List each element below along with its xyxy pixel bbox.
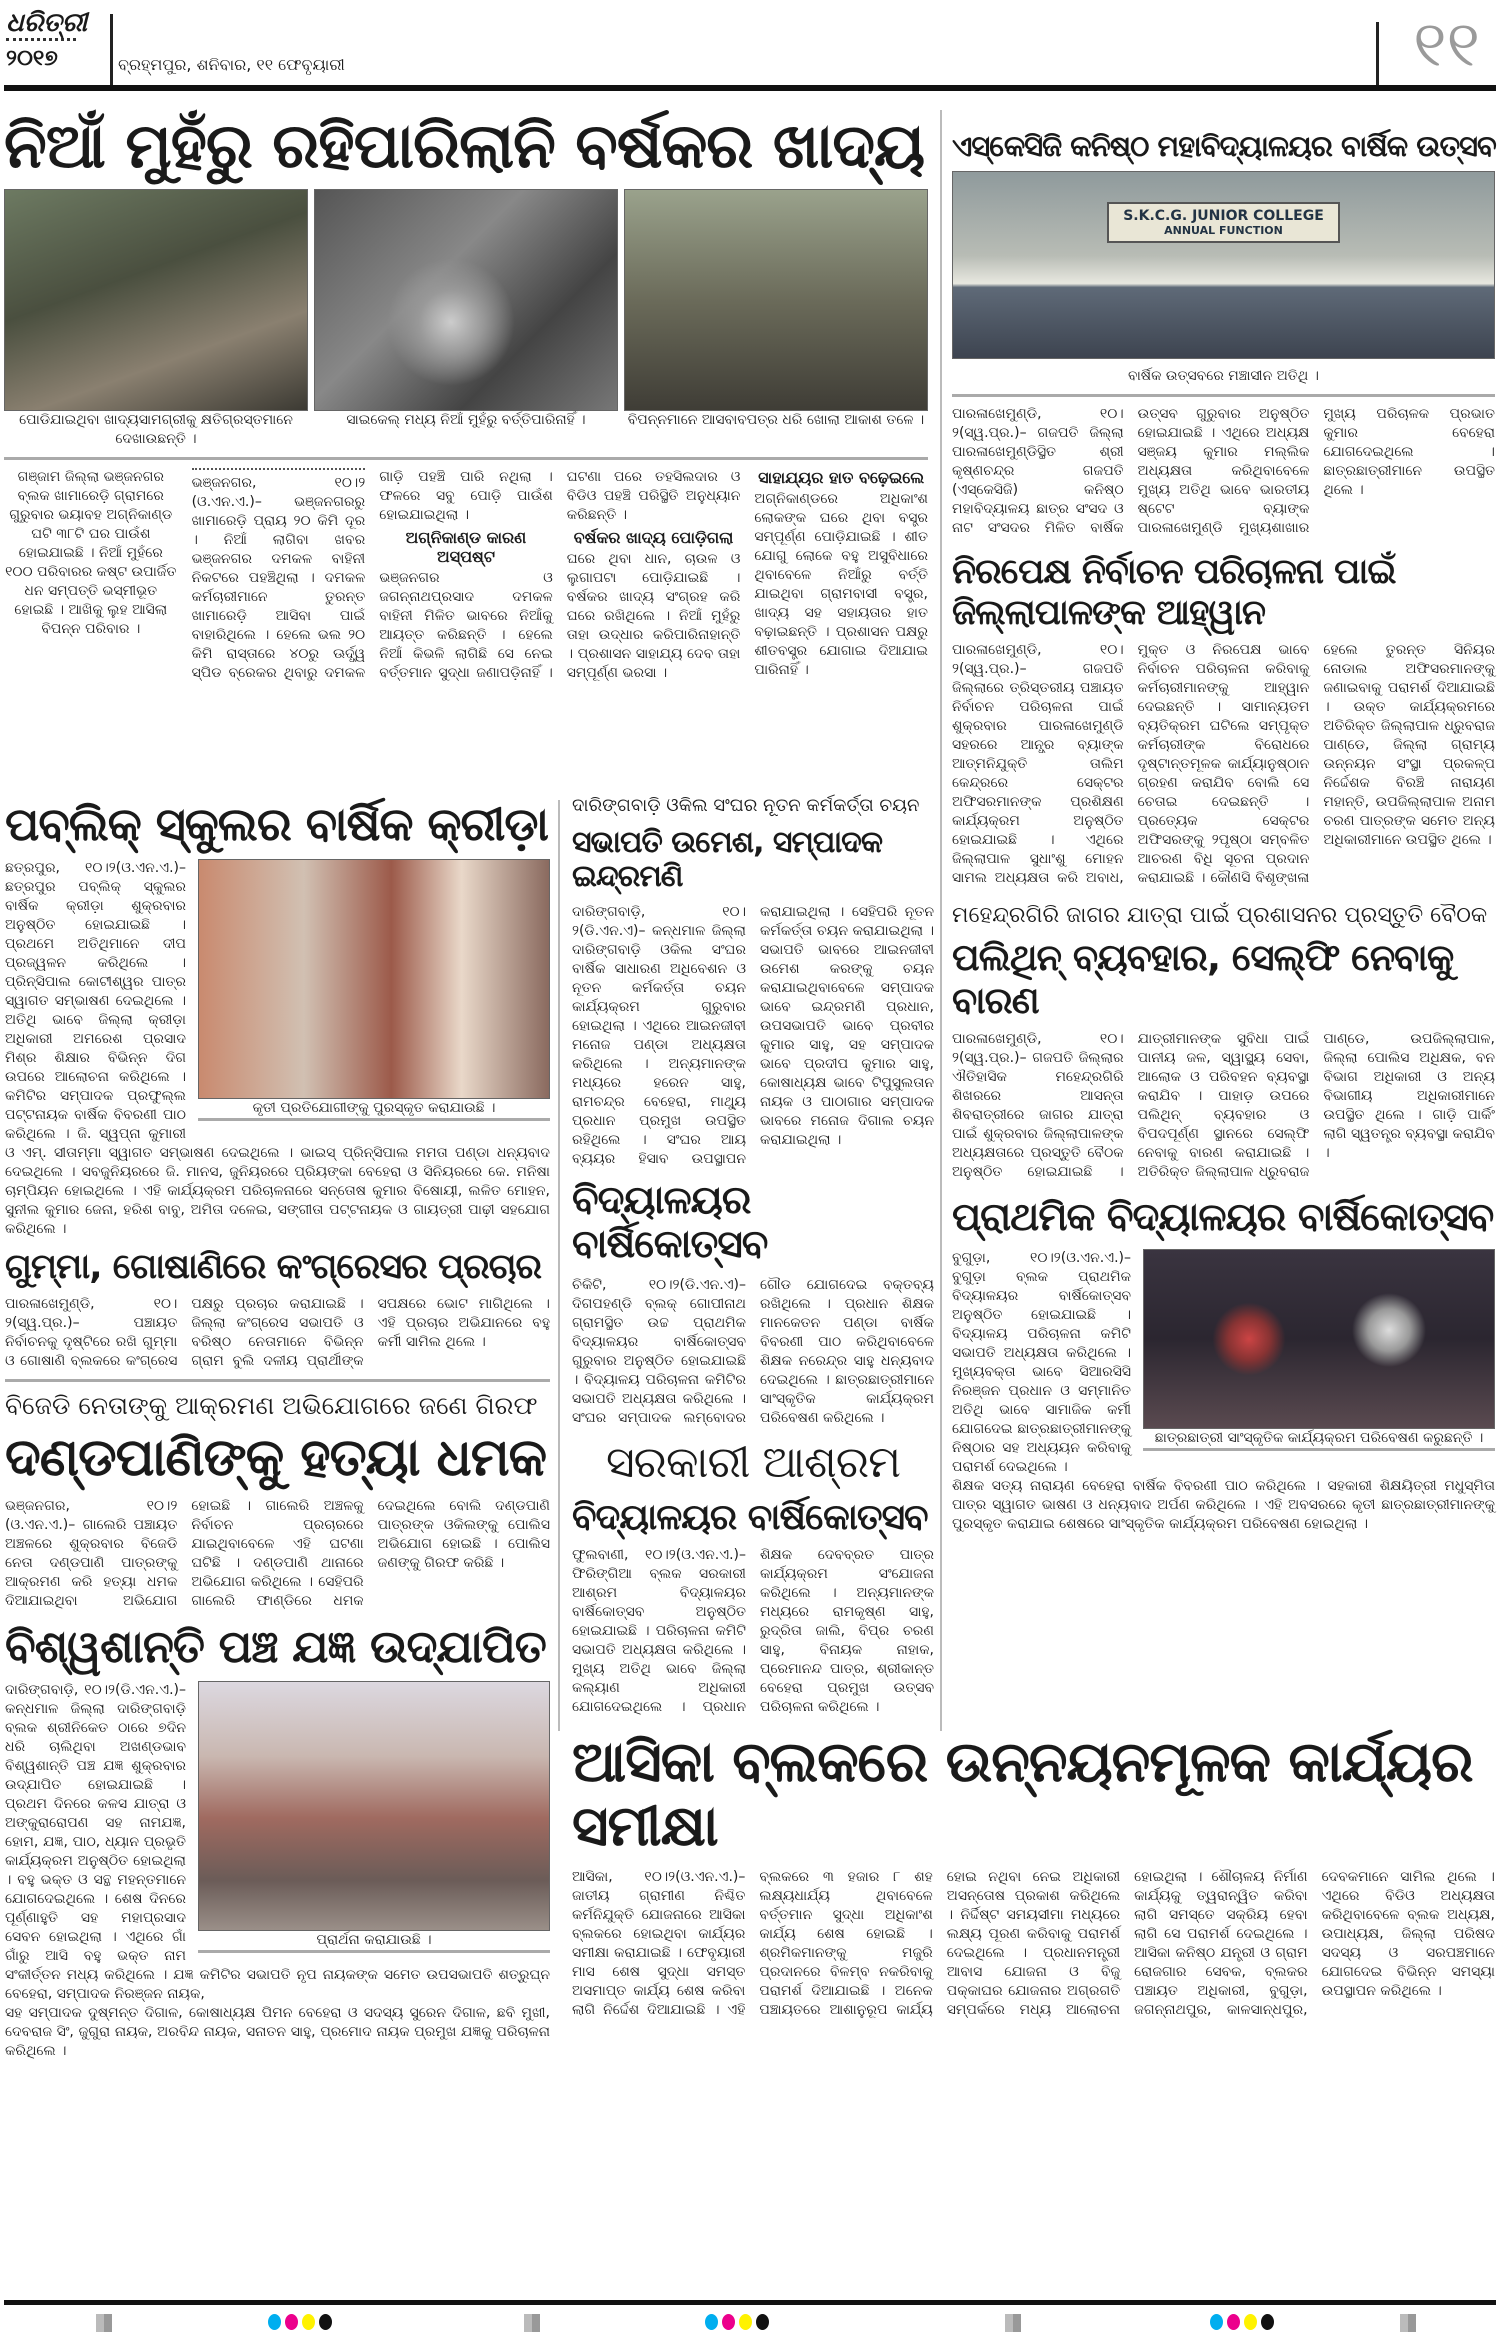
photo-caption: କୃତୀ ପ୍ରତିଯୋଗୀଙ୍କୁ ପୁରସ୍କୃତ କରାଯାଉଛି । [252,1099,496,1116]
kicker-threat: ବିଜେଡି ନେତାଙ୍କୁ ଆକ୍ରମଣ ଅଭିଯୋଗରେ ଜଣେ ଗିରଫ [5,1391,538,1421]
headline-fire: ନିଆଁ ମୁହଁରୁ ରହିପାରିଲାନି ବର୍ଷକର ଖାଦ୍ୟ [4,109,925,182]
article-body-congress: ପାରଳାଖେମୁଣ୍ଡି, ୧୦।୨(ସ୍ୱ.ପ୍ର.)– ପଞ୍ଚାୟତ ନିର୍ବାଚନକୁ ଦୃଷ୍ଟିରେ ରଖି ଗୁମ୍ମା ଓ ଗୋଷାଣି ବ୍ଲକରେ କଂଗ୍ରେସ ପକ୍ଷରୁ ପ୍ରଚାର କରାଯାଇଛି । ଜିଲ୍ଲା କଂଗ୍ରେସ ସଭାପତି ଓ ବରିଷ୍ଠ ନେତାମାନେ ବିଭିନ୍ନ ଗ୍ରାମ ବୁଲି ଦଳୀୟ ପ୍ରାର୍ଥୀଙ୍କ ସପକ୍ଷରେ ଭୋଟ ମାଗିଥିଲେ । ଏହି ପ୍ରଚାର ଅଭିଯାନରେ ବହୁ କର୍ମୀ ସାମିଲ ଥିଲେ । [5,1296,550,1370]
subhead: ସାହାଯ୍ୟର ହାତ ବଢ଼େଇଲେ [758,468,925,488]
divider [1376,22,1379,86]
article-body-primary-bottom: ଶିକ୍ଷକ ସତ୍ୟ ନାରାୟଣ ବେହେରା ବାର୍ଷିକ ବିବରଣୀ ପାଠ କରିଥିଲେ । ସହକାରୀ ଶିକ୍ଷୟିତ୍ରୀ ମଧୁସ୍ମିତା ପାତ୍ର ସ୍ୱାଗତ ଭାଷଣ ଓ ଧନ୍ୟବାଦ ଅର୍ପଣ କରିଥିଲେ । ଏହି ଅବସରରେ କୃତୀ ଛାତ୍ରଛାତ୍ରୀମାନଙ୍କୁ ପୁରସ୍କୃତ କରାଯାଇ ଶେଷରେ ସାଂସ୍କୃତିକ କାର୍ଯ୍ୟକ୍ରମ ପରିବେଷଣ ହୋଇଥିଲା । [952,1478,1495,1533]
photo-caption: ସାଇକେଲ୍ ମଧ୍ୟ ନିଆଁ ମୁହଁରୁ ବର୍ତ୍ତିପାରିନାହିଁ । [346,412,586,429]
article-body-aska: ଆସିକା, ୧୦।୨(ଓ.ଏନ.ଏ.)– ଜାତୀୟ ଗ୍ରାମୀଣ ନିଶ୍ଚିତ କର୍ମନିଯୁକ୍ତି ଯୋଜନାରେ ଆସିକା ବ୍ଲକରେ ହୋଇଥିବା କାର୍ଯ୍ୟର ସମୀକ୍ଷା କରାଯାଇଛି । ଫେବୃୟାରୀ ମାସ ଶେଷ ସୁଦ୍ଧା ସମସ୍ତ ଅସମାପ୍ତ କାର୍ଯ୍ୟ ଶେଷ କରିବା ଲାଗି ନିର୍ଦ୍ଦେଶ ଦିଆଯାଇଛି । ଏହି ବ୍ଲକରେ ୩ ହଜାର ୮ ଶହ ଲକ୍ଷ୍ୟଧାର୍ଯ୍ୟ ଥିବାବେଳେ ବର୍ତ୍ତମାନ ସୁଦ୍ଧା ଅଧିକାଂଶ କାର୍ଯ୍ୟ ଶେଷ ହୋଇଛି । ଶ୍ରମିକମାନଙ୍କୁ ମଜୁରି ପ୍ରଦାନରେ ବିଳମ୍ବ ନକରିବାକୁ ପରାମର୍ଶ ଦିଆଯାଇଛି । ଅନେକ ପଞ୍ଚାୟତରେ ଆଶାନୁରୂପ କାର୍ଯ୍ୟ ହୋଇ ନଥିବା ନେଇ ଅଧିକାରୀ ଅସନ୍ତୋଷ ପ୍ରକାଶ କରିଥିଲେ । ନିର୍ଦ୍ଦିଷ୍ଟ ସମୟସୀମା ମଧ୍ୟରେ ଲକ୍ଷ୍ୟ ପୂରଣ କରିବାକୁ ପରାମର୍ଶ ଦେଇଥିଲେ । ପ୍ରଧାନମନ୍ତ୍ରୀ ଆବାସ ଯୋଜନା ଓ ବିଜୁ ପକ୍କାଘର ଯୋଜନାର ଅଗ୍ରଗତି ସମ୍ପର୍କରେ ମଧ୍ୟ ଆଲୋଚନା ହୋଇଥିଲା । ଶୌଚାଳୟ ନିର୍ମାଣ କାର୍ଯ୍ୟକୁ ତ୍ୱରାନ୍ୱିତ କରିବା ଲାଗି ସମସ୍ତେ ସକ୍ରିୟ ହେବା ଲାଗି ସେ ପରାମର୍ଶ ଦେଇଥିଲେ । ଆସିକା କନିଷ୍ଠ ଯନ୍ତ୍ରୀ ଓ ଗ୍ରାମ ରୋଜଗାର ସେବକ, ବ୍ଲକର ପଞ୍ଚାୟତ ଅଧିକାରୀ, ବୁଗୁଡ଼ା, ଜଗନ୍ନାଥପୁର, କାଳସାନ୍ଧପୁର, ଦେବକମାନେ ସାମିଲ ଥିଲେ । ଏଥିରେ ବିଡିଓ ଅଧ୍ୟକ୍ଷତା କରିଥିବାବେଳେ ବ୍ଲକ ଅଧ୍ୟକ୍ଷ, ଉପାଧ୍ୟକ୍ଷ, ଜିଲ୍ଲା ପରିଷଦ ସଦସ୍ୟ ଓ ସରପଞ୍ଚମାନେ ଯୋଗଦେଇ ବିଭିନ୍ନ ସମସ୍ୟା ଉପସ୍ଥାପନ କରିଥିଲେ । [572,1868,1495,2018]
divider [198,1118,550,1121]
headline-aska: ଆସିକା ବ୍ଲକରେ ଉନ୍ନୟନମୂଳକ କାର୍ଯ୍ୟର ସମୀକ୍ଷା [572,1730,1473,1860]
headline-election: ନିରପେକ୍ଷ ନିର୍ବାଚନ ପରିଚାଳନା ପାଇଁ ଜିଲ୍ଲାପାଳଙ୍କ ଆହ୍ୱାନ [952,552,1396,633]
photo-caption: ପୋଡିଯାଇଥିବା ଖାଦ୍ୟସାମଗ୍ରୀକୁ କ୍ଷତିଗ୍ରସ୍ତମାନେ ଦେଖାଉଛନ୍ତି । [19,412,293,448]
column-divider [940,110,942,1731]
footer-rule [4,2300,1496,2305]
photo-caption: ପ୍ରାର୍ଥନା କରାଯାଉଛି । [316,1931,432,1948]
article-body-yagna-bottom: ସହ ସମ୍ପାଦକ ଦୁଷ୍ମନ୍ତ ଦିଗାଳ, କୋଷାଧ୍ୟକ୍ଷ ପିମନ ବେହେରା ଓ ସଦସ୍ୟ ସୁରେନ ଦିଗାଳ, ଛବି ମୁଖୀ, ଦେବରାଜ ସିଂ, ଜୁଗୁରା ନାୟକ, ଅରବିନ୍ଦ ନାୟକ, ସନାତନ ସାହୁ, ପ୍ରମୋଦ ନାୟକ ପ୍ରମୁଖ ଯଜ୍ଞକୁ ପରିଚାଳନା କରିଥିଲେ । [5,2004,550,2059]
article-body-skcg: ପାରଳାଖେମୁଣ୍ଡି, ୧୦।୨(ସ୍ୱ.ପ୍ର.)– ଗଜପତି ଜିଲ୍ଲା ପାରଳାଖେମୁଣ୍ଡିସ୍ଥିତ ଶ୍ରୀ କୃଷ୍ଣଚନ୍ଦ୍ର ଗଜପତି (ଏସ୍‌କେସିଜି) କନିଷ୍ଠ ମହାବିଦ୍ୟାଳୟ ଛାତ୍ର ସଂସଦ ଓ ନାଟ ସଂସଦର ମିଳିତ ବାର୍ଷିକ ଉତ୍ସବ ଗୁରୁବାର ଅନୁଷ୍ଠିତ ହୋଇଯାଇଛି । ଏଥିରେ ଅଧ୍ୟକ୍ଷ ସଞ୍ଜୟ କୁମାର ମଲ୍ଲିକ ଅଧ୍ୟକ୍ଷତା କରିଥିବାବେଳେ ମୁଖ୍ୟ ଅତିଥି ଭାବେ ଭାରତୀୟ ଷ୍ଟେଟ ବ୍ୟାଙ୍କ ପାରଳାଖେମୁଣ୍ଡି ମୁଖ୍ୟଶାଖାର ମୁଖ୍ୟ ପରିଚାଳକ ପ୍ରଭାତ କୁମାର ବେହେରା ଯୋଗଦେଇଥିଲେ । ଛାତ୍ରଛାତ୍ରୀମାନେ ଉପସ୍ଥିତ ଥିଲେ । [952,406,1495,537]
photo-figure [1143,1249,1495,1451]
right-column [952,130,1495,1542]
photo-caption: ବିପନ୍ନମାନେ ଆସବାବପତ୍ର ଧରି ଖୋଲା ଆକାଶ ତଳେ । [627,412,925,429]
photo-caption: ବାର୍ଷିକ ଉତ୍ସବରେ ମଞ୍ଚାସୀନ ଅତିଥି । [1128,368,1319,385]
photo-victims-belongings [624,189,928,411]
headline-yagna: ବିଶ୍ୱଶାନ୍ତି ପଞ୍ଚ ଯଜ୍ଞ ଉଦ୍‌ଯାପିତ [5,1620,546,1674]
divider [198,1950,550,1953]
divider [5,1379,550,1382]
subhead: ଅଗ୍ନିକାଣ୍ଡ କାରଣ ଅସ୍ପଷ୍ଟ [405,528,527,567]
article-body-election: ପାରଳାଖେମୁଣ୍ଡି, ୧୦।୨(ସ୍ୱ.ପ୍ର.)– ଗଜପତି ଜିଲ୍ଲାରେ ତ୍ରିସ୍ତରୀୟ ପଞ୍ଚାୟତ ନିର୍ବାଚନ ପରିଚାଳନା ପାଇଁ ଶୁକ୍ରବାର ପାରଳାଖେମୁଣ୍ଡି ସହରରେ ଆନ୍ଧ୍ର ବ୍ୟାଙ୍କ ଆତ୍ମନିଯୁକ୍ତି ତାଲିମ କେନ୍ଦ୍ରରେ ସେକ୍ଟର ଅଫିସରମାନଙ୍କ ପ୍ରଶିକ୍ଷଣ କାର୍ଯ୍ୟକ୍ରମ ଅନୁଷ୍ଠିତ ହୋଇଯାଇଛି । ଏଥିରେ ଜିଲ୍ଲାପାଳ ସୁଧାଂଶୁ ମୋହନ ସାମଲ ଅଧ୍ୟକ୍ଷତା କରି ଅବାଧ, ମୁକ୍ତ ଓ ନିରପେକ୍ଷ ଭାବେ ନିର୍ବାଚନ ପରିଚାଳନା କରିବାକୁ କର୍ମଚାରୀମାନଙ୍କୁ ଆହ୍ୱାନ ଦେଇଛନ୍ତି । ସାମାନ୍ୟତମ ବ୍ୟତିକ୍ରମ ଘଟିଲେ ସମ୍ପୃକ୍ତ କର୍ମଚାରୀଙ୍କ ବିରୋଧରେ ଦୃଷ୍ଟାନ୍ତମୂଳକ କାର୍ଯ୍ୟାନୁଷ୍ଠାନ ଗ୍ରହଣ କରାଯିବ ବୋଲି ସେ ଚେତାଇ ଦେଇଛନ୍ତି । ପ୍ରତ୍ୟେକ ସେକ୍ଟର ଅଫିସରଙ୍କୁ ୨ପୃଷ୍ଠା ସମ୍ବଳିତ ଆଚରଣ ବିଧି ସୂଚନା ପ୍ରଦାନ କରାଯାଇଛି । କୌଣସି ବିଶୃଙ୍ଖଳା ହେଲେ ତୁରନ୍ତ ସିନିୟର ନୋଡାଲ ଅଫିସରମାନଙ୍କୁ ଜଣାଇବାକୁ ପରାମର୍ଶ ଦିଆଯାଇଛି । ଉକ୍ତ କାର୍ଯ୍ୟକ୍ରମରେ ଅତିରିକ୍ତ ଜିଲ୍ଲାପାଳ ଧ୍ରୁବରାଜ ପାଣ୍ଡେ, ଜିଲ୍ଲା ଗ୍ରାମ୍ୟ ଉନ୍ନୟନ ସଂସ୍ଥା ପ୍ରକଳ୍ପ ନିର୍ଦ୍ଦେଶକ ବିରଞ୍ଚି ନାରାୟଣ ମହାନ୍ତି, ଉପଜିଲ୍ଲାପାଳ ଅନାମ ଚରଣ ପାତ୍ରଙ୍କ ସମେତ ଅନ୍ୟ ଅଧିକାରୀମାନେ ଉପସ୍ଥିତ ଥିଲେ । [952,641,1495,886]
divider [952,394,1495,397]
photo-college-stage [952,171,1495,359]
column-divider [558,800,560,1731]
headline-congress: ଗୁମ୍ମା, ଗୋଷାଣିରେ କଂଗ୍ରେସର ପ୍ରଚାର [5,1246,542,1287]
banner-subtext: ANNUAL FUNCTION [1164,224,1283,238]
headline-threat: ଦଣ୍ଡପାଣିଙ୍କୁ ହତ୍ୟା ଧମକ [5,1428,547,1489]
banner-text: S.K.C.G. JUNIOR COLLEGE [1123,208,1324,225]
divider [4,457,928,460]
divider [1143,1448,1495,1451]
photo-row [4,189,928,449]
dateline: ବ୍ରହ୍ମପୁର, ଶନିବାର, ୧୧ ଫେବୃୟାରୀ [118,55,345,74]
headline-school-annual: ବିଦ୍ୟାଳୟର ବାର୍ଷିକୋତ୍ସବ [572,1177,768,1268]
article-body-mahendragiri: ପାରଳାଖେମୁଣ୍ଡି, ୧୦।୨(ସ୍ୱ.ପ୍ର.)– ଗଜପତି ଜିଲ୍ଲାର ଐତିହାସିକ ମହେନ୍ଦ୍ରଗିରି ଶିଖରରେ ଆସନ୍ତା ଶିବରାତ୍ରୀରେ ଜାଗର ଯାତ୍ରା ପାଇଁ ଶୁକ୍ରବାର ଜିଲ୍ଲାପାଳଙ୍କ ଅଧ୍ୟକ୍ଷତାରେ ପ୍ରସ୍ତୁତି ବୈଠକ ଅନୁଷ୍ଠିତ ହୋଇଯାଇଛି । ଯାତ୍ରୀମାନଙ୍କ ସୁବିଧା ପାଇଁ ପାନୀୟ ଜଳ, ସ୍ୱାସ୍ଥ୍ୟ ସେବା, ଆଲୋକ ଓ ପରିବହନ ବ୍ୟବସ୍ଥା କରାଯିବ । ପାହାଡ଼ ଉପରେ ପଲିଥିନ୍ ବ୍ୟବହାର ଓ ବିପଦପୂର୍ଣ୍ଣ ସ୍ଥାନରେ ସେଲ୍‌ଫି ନେବାକୁ ବାରଣ କରାଯାଇଛି । ଅତିରିକ୍ତ ଜିଲ୍ଲାପାଳ ଧ୍ରୁବରାଜ ପାଣ୍ଡେ, ଉପଜିଲ୍ଲାପାଳ, ଜିଲ୍ଲା ପୋଲିସ ଅଧିକ୍ଷକ, ବନ ବିଭାଗ ଅଧିକାରୀ ଓ ଅନ୍ୟ ବିଭାଗୀୟ ଅଧିକାରୀମାନେ ଉପସ୍ଥିତ ଥିଲେ । ଗାଡ଼ି ପାର୍କିଂ ଲାଗି ସ୍ୱତନ୍ତ୍ର ବ୍ୟବସ୍ଥା କରାଯିବ । [952,1031,1495,1181]
photo-figure [198,859,550,1121]
divider [110,14,113,86]
article-body-school-annual: ଚିକିଟି, ୧୦।୨(ଡି.ଏନ.ଏ)–ଦିଗପହଣ୍ଡି ବ୍ଲକ୍ ଗୋପୀନାଥ ଗ୍ରାମସ୍ଥିତ ଉଚ୍ଚ ପ୍ରାଥମିକ ବିଦ୍ୟାଳୟର ବାର୍ଷିକୋତ୍ସବ ଗୁରୁବାର ଅନୁଷ୍ଠିତ ହୋଇଯାଇଛି । ବିଦ୍ୟାଳୟ ପରିଚାଳନା କମିଟିର ସଭାପତି ଅଧ୍ୟକ୍ଷତା କରିଥିଲେ । ସଂଘର ସମ୍ପାଦକ ଲମ୍ବୋଦର ଗୌଡ ଯୋଗଦେଇ ବକ୍ତବ୍ୟ ରଖିଥିଲେ । ପ୍ରଧାନ ଶିକ୍ଷକ ମାନକେତନ ପଣ୍ଡା ବାର୍ଷିକ ବିବରଣୀ ପାଠ କରିଥିବାବେଳେ ଶିକ୍ଷକ ନରେନ୍ଦ୍ର ସାହୁ ଧନ୍ୟବାଦ ଦେଇଥିଲେ । ଛାତ୍ରଛାତ୍ରୀମାନେ ସାଂସ୍କୃତିକ କାର୍ଯ୍ୟକ୍ରମ ପରିବେଷଣ କରିଥିଲେ । [572,1277,934,1427]
headline-ashram: ବିଦ୍ୟାଳୟର ବାର୍ଷିକୋତ୍ସବ [572,1496,928,1538]
article-body-ashram: ଫୁଲବାଣୀ, ୧୦।୨(ଓ.ଏନ.ଏ.)– ଫିରିଙ୍ଗିଆ ବ୍ଲକ ସରକାରୀ ଆଶ୍ରମ ବିଦ୍ୟାଳୟର ବାର୍ଷିକୋତ୍ସବ ଅନୁଷ୍ଠିତ ହୋଇଯାଇଛି । ପରିଚାଳନା କମିଟି ସଭାପତି ଅଧ୍ୟକ୍ଷତା କରିଥିଲେ । ମୁଖ୍ୟ ଅତିଥି ଭାବେ ଜିଲ୍ଲା କଲ୍ୟାଣ ଅଧିକାରୀ ଯୋଗଦେଇଥିଲେ । ପ୍ରଧାନ ଶିକ୍ଷକ ଦେବବ୍ରତ ପାତ୍ର କାର୍ଯ୍ୟକ୍ରମ ସଂଯୋଜନା କରିଥିଲେ । ଅନ୍ୟମାନଙ୍କ ମଧ୍ୟରେ ରାମକୃଷ୍ଣ ସାହୁ, ରୁଦ୍ରିତା ଜାଲି, ବିପ୍ର ଚରଣ ସାହୁ, ବିନାୟକ ନାହାକ, ପ୍ରେମାନନ୍ଦ ପାତ୍ର, ଶ୍ରୀକାନ୍ତ ବେହେରା ପ୍ରମୁଖ ଉତ୍ସବ ପରିଚାଳନା କରିଥିଲେ । [572,1547,934,1716]
registration-color-mark [705,2314,769,2330]
registration-gray-mark [1005,2314,1021,2332]
photo-burnt-bicycle [314,189,618,411]
headline-sports: ପବ୍ଲିକ୍ ସ୍କୁଲର ବାର୍ଷିକ କ୍ରୀଡ଼ା [5,797,548,851]
masthead-rule [4,85,1496,91]
article-body-yagna-side: ଦାରିଙ୍ଗବାଡ଼ି, ୧୦।୨(ଡି.ଏନ.ଏ.)– କନ୍ଧମାଳ ଜିଲ୍ଲା ଦାରିଙ୍ଗବାଡ଼ି ବ୍ଲକ ଶ୍ରୀନିକେତ ଠାରେ ୭ଦିନ ଧରି ଚାଲିଥିବା ଅଖଣ୍ଡଭାବ ବିଶ୍ୱଶାନ୍ତି ପଞ୍ଚ ଯଜ୍ଞ ଶୁକ୍ରବାର ଉଦ୍‌ଯାପିତ ହୋଇଯାଇଛି । ପ୍ରଥମ ଦିନରେ କଳସ ଯାତ୍ରା ଓ ଅଙ୍କୁରାରୋପଣ ସହ ନାମଯଜ୍ଞ, ହୋମ, ଯଜ୍ଞ, ପାଠ, ଧ୍ୟାନ ପ୍ରଭୃତି କାର୍ଯ୍ୟକ୍ରମ ଅନୁଷ୍ଠିତ ହୋଇଥିଲା । ବହୁ ଭକ୍ତ ଓ ସନ୍ଥ ମହନ୍ତମାନେ ଯୋଗଦେଇଥିଲେ । ଶେଷ ଦିନରେ ପୂର୍ଣ୍ଣାହୁତି ସହ ମହାପ୍ରସାଦ ସେବନ ହୋଇଥିଲା । ଏଥିରେ ଗାଁ ଗାଁରୁ ଆସି ବହୁ ଭକ୍ତ ନାମ ସଂକୀର୍ତ୍ତନ ମଧ୍ୟ କରିଥିଲେ । ଯଜ୍ଞ କମିଟିର ସଭାପତି ନୃପ ନାୟକଙ୍କ ସମେତ ଉପସଭାପତି ଶତ୍ରୁଘ୍ନ ବେହେରା, ସମ୍ପାଦକ ନିରଞ୍ଜନ ନାୟକ, [5,1681,550,2002]
left-column [5,798,550,2069]
logo-year: ୨୦୧୭ [6,45,58,71]
registration-gray-mark [524,2314,540,2332]
photo-caption: ଛାତ୍ରଛାତ୍ରୀ ସାଂସ୍କୃତିକ କାର୍ଯ୍ୟକ୍ରମ ପରିବେଷଣ କରୁଛନ୍ତି । [1154,1430,1484,1447]
article-body-primary-side: ବୁଗୁଡ଼ା, ୧୦।୨(ଓ.ଏନ.ଏ.)– ବୁଗୁଡ଼ା ବ୍ଲକ ପ୍ରାଥମିକ ବିଦ୍ୟାଳୟର ବାର୍ଷିକୋତ୍ସବ ଅନୁଷ୍ଠିତ ହୋଇଯାଇଛି । ବିଦ୍ୟାଳୟ ପରିଚାଳନା କମିଟି ସଭାପତି ଅଧ୍ୟକ୍ଷତା କରିଥିଲେ । ମୁଖ୍ୟବକ୍ତା ଭାବେ ସିଆରସିସି ନିରଞ୍ଜନ ପ୍ରଧାନ ଓ ସମ୍ମାନିତ ଅତିଥି ଭାବେ ସାମାଜିକ କର୍ମୀ ଯୋଗଦେଇ ଛାତ୍ରଛାତ୍ରୀମାନଙ୍କୁ ନିଷ୍ଠାର ସହ ଅଧ୍ୟୟନ କରିବାକୁ ପରାମର୍ଶ ଦେଇଥିଲେ । [952,1250,1131,1476]
article-body-yagna [5,1681,550,2061]
registration-gray-mark [96,2314,112,2332]
footer [4,2300,1496,2334]
photo-yagna [198,1681,550,1931]
article-body-sports: କୃତୀ ପ୍ରତିଯୋଗୀଙ୍କୁ ପୁରସ୍କୃତ କରାଯାଉଛି । ଛତ୍ରପୁର, ୧୦।୨(ଓ.ଏନ.ଏ.)– ଛତ୍ରପୁର ପବ୍ଲିକ୍ ସ୍କୁଲର ବାର୍ଷିକ କ୍ରୀଡ଼ା ଶୁକ୍ରବାର ଅନୁଷ୍ଠିତ ହୋଇଯାଇଛି । ପ୍ରଥମେ ଅତିଥିମାନେ ଦୀପ ପ୍ରଜ୍ୱଳନ କରିଥିଲେ । ପ୍ରିନ୍ସିପାଲ କୋଟୀଶ୍ୱର ପାତ୍ର ସ୍ୱାଗତ ସମ୍ଭାଷଣ ଦେଇଥିଲେ । ଅତିଥି ଭାବେ ଜିଲ୍ଲା କ୍ରୀଡ଼ା ଅଧିକାରୀ ଅମରେଶ ପ୍ରସାଦ ମିଶ୍ର ଶିକ୍ଷାର ବିଭିନ୍ନ ଦିଗ ଉପରେ ଆଲୋଚନା କରିଥିଲେ । କମିଟିର ସମ୍ପାଦକ ପ୍ରଫୁଲ୍ଲ ପଟ୍ଟନାୟକ ବାର୍ଷିକ ବିବରଣୀ ପାଠ କରିଥିଲେ । ଜି. ସ୍ୱପ୍ନା କୁମାରୀ ଓ ଏମ୍. ସୀତାମ୍ମା ସ୍ୱାଗତ ସମ୍ଭାଷଣ ଦେଇଥିଲେ । ଭାଇସ୍ ପ୍ରିନ୍ସିପାଲ ମମତା ପଣ୍ଡା ଧନ୍ୟବାଦ ଦେଇଥିଲେ । ସବଜୁନିୟରରେ ଜି. ମାନସ, ଜୁନିୟରରେ ପ୍ରିୟଙ୍କା ବେହେରା ଓ ସିନିୟରରେ କେ. ମନିଷା ଚାମ୍ପିୟନ ହୋଇଥିଲେ । ଏହି କାର୍ଯ୍ୟକ୍ରମ ପରିଚାଳନାରେ ସନ୍ତୋଷ କୁମାର ବିଷୋୟୀ, ଲଳିତ ମୋହନ, ସୁନୀଲ କୁମାର ଜେନା, ହରିଶ ବାବୁ, ଅମିତା ଦଳେଇ, ସଙ୍ଗୀତା ପଟ୍ଟନାୟକ ଓ ଗାୟତ୍ରୀ ପାଢ଼ୀ ସହଯୋଗ କରିଥିଲେ । [5,859,550,1237]
headline-mahendragiri: ପଲିଥିନ୍ ବ୍ୟବହାର, ସେଲ୍‌ଫି ନେବାକୁ ବାରଣ [952,936,1454,1022]
page-number: ୧୧ [1413,8,1480,82]
newspaper-logo: ଧରିତ୍ରୀ ୨୦୧୭ [6,8,88,71]
headline-skcg: ଏସ୍‌କେସିଜି କନିଷ୍ଠ ମହାବିଦ୍ୟାଳୟର ବାର୍ଷିକ ଉତ୍ସବ [952,129,1496,163]
article-body-threat: ଭଞ୍ଜନଗର, ୧୦।୨ (ଓ.ଏନ.ଏ.)– ଗାଲେରି ପଞ୍ଚାୟତ ଅଞ୍ଚଳରେ ଶୁକ୍ରବାର ବିଜେଡି ନେତା ଦଣ୍ଡପାଣି ପାତ୍ରଙ୍କୁ ଆକ୍ରମଣ କରି ହତ୍ୟା ଧମକ ଦିଆଯାଇଥିବା ଅଭିଯୋଗ ହୋଇଛି । ଗାଲେରି ଅଞ୍ଚଳକୁ ନିର୍ବାଚନ ପ୍ରଚାରରେ ଯାଇଥିବାବେଳେ ଏହି ଘଟଣା ଘଟିଛି । ଦଣ୍ଡପାଣି ଥାନାରେ ଅଭିଯୋଗ କରିଥିଲେ । ସେହିପରି ଗାଲେରି ଫାଣ୍ଡିରେ ଧମକ ଦେଇଥିଲେ ବୋଲି ଦଣ୍ଡପାଣି ପାତ୍ରଙ୍କ ଓକିଲଙ୍କୁ ପୋଲିସ ଅଭିଯୋଗ ହୋଇଛି । ପୋଲିସ ଜଣଙ୍କୁ ଗିରଫ କରିଛି । [5,1498,550,1610]
photo-figure [198,1681,550,1953]
photo-cultural-program [1143,1249,1495,1429]
kicker-lawyers: ଦାରିଙ୍ଗବାଡ଼ି ଓକିଲ ସଂଘର ନୂତନ କର୍ମକର୍ତ୍ତା ଚୟନ [572,795,920,816]
registration-gray-mark [1400,2314,1416,2332]
headline-primary-annual: ପ୍ରାଥମିକ ବିଦ୍ୟାଳୟର ବାର୍ଷିକୋତ୍ସବ [952,1195,1494,1241]
registration-color-mark [1210,2314,1274,2330]
article-fire [4,110,928,691]
article-body-fire: ଗଞ୍ଜାମ ଜିଲ୍ଲା ଭଞ୍ଜନଗର ବ୍ଲକ ଖାମାରେଡ଼ି ଗ୍ରାମରେ ଗୁରୁବାର ଭୟାବହ ଅଗ୍ନିକାଣ୍ଡ ଘଟି ୩୮ଟି ଘର ପାଉଁଶ ହୋଇଯାଇଛି । ନିଆଁ ମୁହଁରେ ୧୦୦ ପରିବାରର କଷ୍ଟ ଉପାର୍ଜିତ ଧନ ସମ୍ପତ୍ତି ଭସ୍ମୀଭୂତ ହୋଇଛି । ଆଖିକୁ ଲୁହ ଆସିଲା ବିପନ୍ନ ପରିବାର । ଭଞ୍ଜନଗର, ୧୦।୨ (ଓ.ଏନ.ଏ.)– ଭଞ୍ଜନଗରରୁ ଖାମାରେଡ଼ି ପ୍ରାୟ ୨୦ କିମି ଦୂର । ନିଆଁ ଲାଗିବା ଖବର ଭଞ୍ଜନଗର ଦମକଳ ବାହିନୀ ନିକଟରେ ପହଞ୍ଚିଥିଲା । ଦମକଳ କର୍ମଚାରୀମାନେ ତୁରନ୍ତ ଖାମାରେଡ଼ି ଆସିବା ପାଇଁ ବାହାରିଥିଲେ । ହେଲେ ଭଲ ୨୦ କିମି ରାସ୍ତାରେ ୪୦ରୁ ଊର୍ଦ୍ଧ୍ୱ ସ୍ପିଡ ବ୍ରେକର ଥିବାରୁ ଦମକଳ ଗାଡ଼ି ପହଞ୍ଚି ପାରି ନଥିଲା । ଫଳରେ ସବୁ ପୋଡ଼ି ପାଉଁଶ ହୋଇଯାଇଥିଲା । ଅଗ୍ନିକାଣ୍ଡ କାରଣ ଅସ୍ପଷ୍ଟ ଭଞ୍ଜନଗର ଓ ଜଗନ୍ନାଥପ୍ରସାଦ ଦମକଳ ବାହିନୀ ମିଳିତ ଭାବରେ ନିଆଁକୁ ଆୟତ୍ତ କରିଛନ୍ତି । ହେଲେ ନିଆଁ କିଭଳି ଲାଗିଛି ସେ ନେଇ ବର୍ତ୍ତମାନ ସୁଦ୍ଧା ଜଣାପଡ଼ିନାହିଁ । ଘଟଣା ପରେ ତହସିଲଦାର ଓ ବିଡିଓ ପହଞ୍ଚି ପରିସ୍ଥିତି ଅନୁଧ୍ୟାନ କରିଛନ୍ତି । ବର୍ଷକର ଖାଦ୍ୟ ପୋଡ଼ିଗଲା ଘରେ ଥିବା ଧାନ, ଚାଉଳ ଓ ଲୁଗାପଟା ପୋଡ଼ିଯାଇଛି । ବର୍ଷକର ଖାଦ୍ୟ ସଂଗ୍ରହ କରି ଘରେ ରଖିଥିଲେ । ନିଆଁ ମୁହଁରୁ ତାହା ଉଦ୍ଧାର କରିପାରିନାହାନ୍ତି । ପ୍ରଶାସନ ସାହାଯ୍ୟ ଦେବ ତାହା ସମ୍ପୂର୍ଣ୍ଣ ଭରସା । ସାହାଯ୍ୟର ହାତ ବଢ଼େଇଲେ ଅଗ୍ନିକାଣ୍ଡରେ ଅଧିକାଂଶ ଲୋକଙ୍କ ଘରେ ଥିବା ବସ୍ତ୍ର ସମ୍ପୂର୍ଣ୍ଣ ପୋଡ଼ିଯାଇଛି । ଶୀତ ଯୋଗୁ ଲୋକେ ବହୁ ଅସୁବିଧାରେ ଥିବାବେଳେ ନିଆଁରୁ ବର୍ତ୍ତି ଯାଇଥିବା ଗ୍ରାମବାସୀ ବସ୍ତ୍ର, ଖାଦ୍ୟ ସହ ସହାୟତାର ହାତ ବଢ଼ାଇଛନ୍ତି । ପ୍ରଶାସନ ପକ୍ଷରୁ ଶୀତବସ୍ତ୍ର ଯୋଗାଇ ଦିଆଯାଇ ପାରିନାହିଁ । [5,468,928,682]
headline-lawyers: ସଭାପତି ଉମେଶ, ସମ୍ପାଦକ ଇନ୍ଦ୍ରମଣି [572,824,882,894]
article-body-lawyers: ଦାରିଙ୍ଗବାଡ଼ି, ୧୦।୨(ଡି.ଏନ.ଏ)– କନ୍ଧମାଳ ଜିଲ୍ଲା ଦାରିଙ୍ଗବାଡ଼ି ଓକିଲ ସଂଘର ବାର୍ଷିକ ସାଧାରଣ ଅଧିବେଶନ ଓ ନୂତନ କର୍ମକର୍ତ୍ତା ଚୟନ କାର୍ଯ୍ୟକ୍ରମ ଗୁରୁବାର ହୋଇଥିଲା । ଏଥିରେ ଆଇନଜୀବୀ ମନୋଜ ପଣ୍ଡା ଅଧ୍ୟକ୍ଷତା କରିଥିଲେ । ଅନ୍ୟମାନଙ୍କ ମଧ୍ୟରେ ହରେନ ସାହୁ, ରାମଚନ୍ଦ୍ର ବେହେରା, ମାଥ୍ୟୁ ପ୍ରଧାନ ପ୍ରମୁଖ ଉପସ୍ଥିତ ରହିଥିଲେ । ସଂଘର ଆୟ ବ୍ୟୟର ହିସାବ ଉପସ୍ଥାପନ କରାଯାଇଥିଲା । ସେହିପରି ନୂତନ କର୍ମକର୍ତ୍ତା ଚୟନ କରାଯାଇଥିଲା । ସଭାପତି ଭାବରେ ଆଇନଜୀବୀ ଉମେଶ କରଙ୍କୁ ଚୟନ କରାଯାଇଥିବାବେଳେ ସମ୍ପାଦକ ଭାବେ ଇନ୍ଦ୍ରମଣି ପ୍ରଧାନ, ଉପସଭାପତି ଭାବେ ପ୍ରବୀର କୁମାର ସାହୁ, ସହ ସମ୍ପାଦକ ଭାବେ ପ୍ରଦୀପ କୁମାର ସାହୁ, କୋଷାଧ୍ୟକ୍ଷ ଭାବେ ଟିପୁସୁଲତାନ ନାୟକ ଓ ପାଠାଗାର ସମ୍ପାଦକ ଭାବରେ ମନୋଜ ଦିଗାଲ ଚୟନ କରାଯାଇଥିଲା । [572,903,934,1167]
middle-column [572,795,934,1725]
article-aska [572,1731,1495,2028]
photo-sports-prize [198,859,550,1099]
kicker-mahendragiri: ମହେନ୍ଦ୍ରଗିରି ଜାଗର ଯାତ୍ରା ପାଇଁ ପ୍ରଶାସନର ପ୍ରସ୍ତୁତି ବୈଠକ [952,902,1488,928]
article-body-primary [952,1249,1495,1534]
kicker-ashram: ସରକାରୀ ଆଶ୍ରମ [605,1437,901,1489]
photo-burnt-food [4,189,308,411]
subhead: ବର୍ଷକର ଖାଦ୍ୟ ପୋଡ଼ିଗଲା [573,528,734,548]
registration-color-mark [268,2314,332,2330]
